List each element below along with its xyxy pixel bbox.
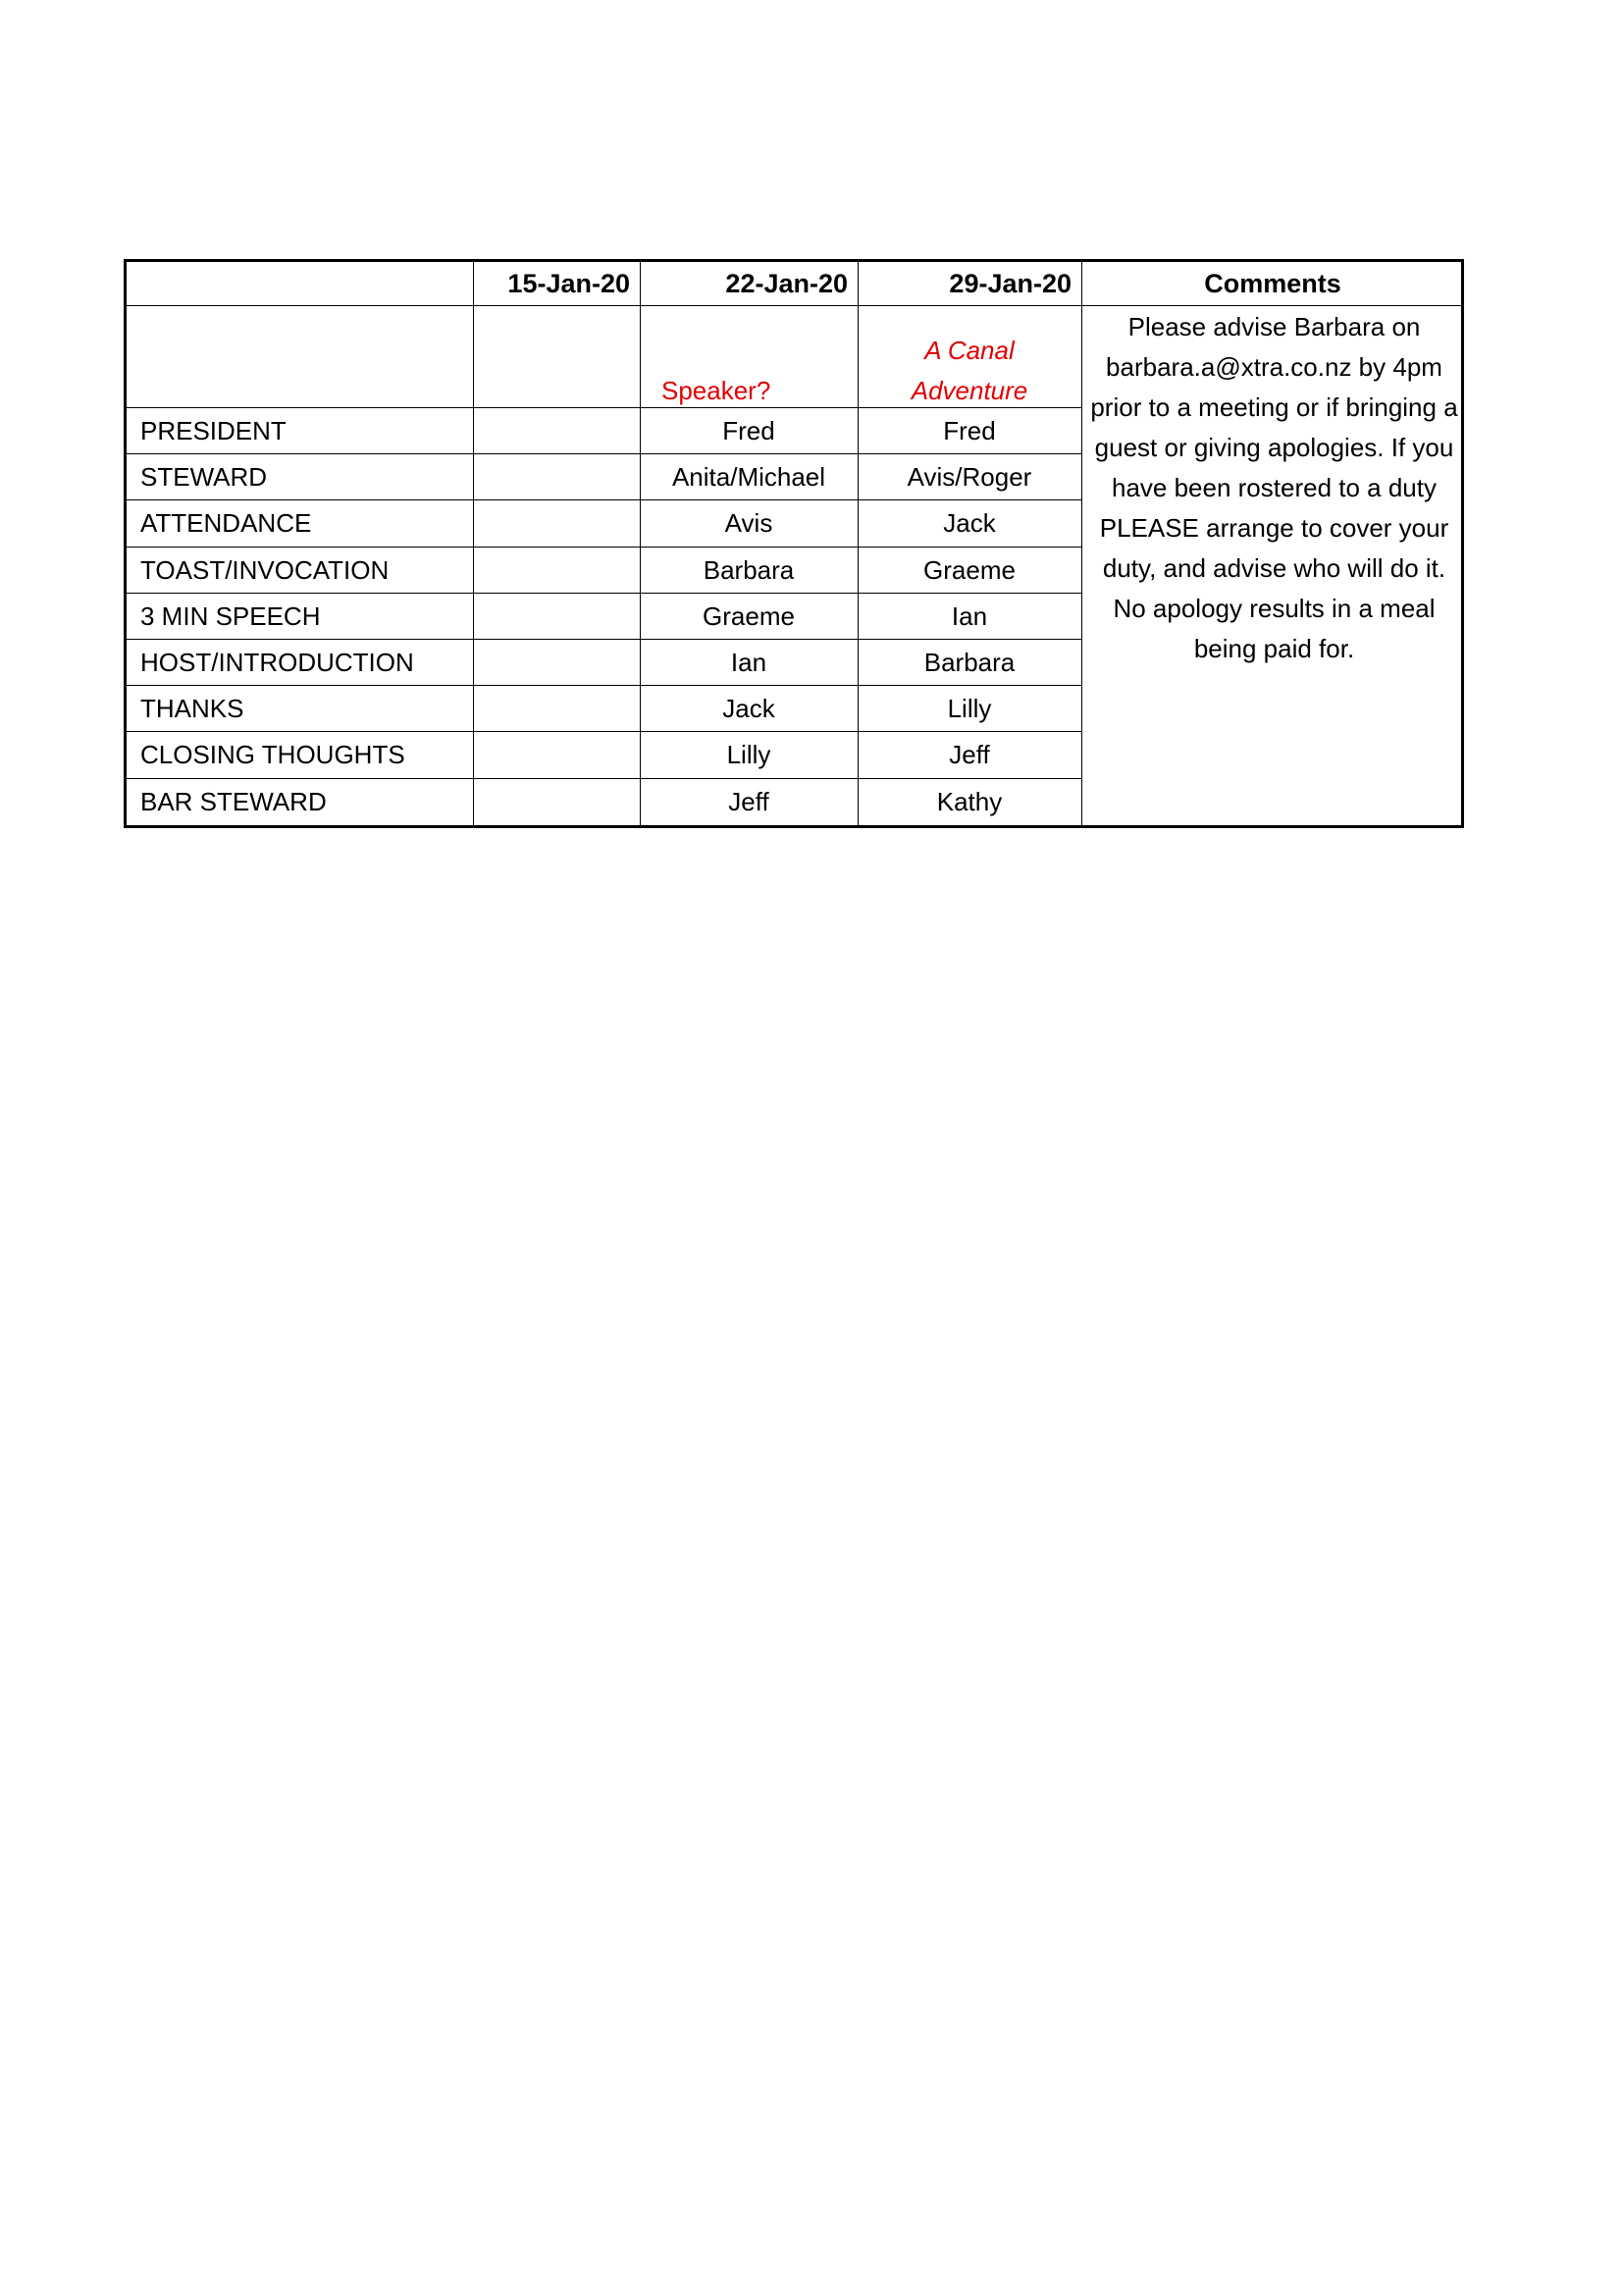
row-divider: [127, 778, 1081, 779]
role-label: STEWARD: [140, 462, 268, 493]
duty-assignee: Kathy: [936, 786, 1003, 816]
duty-assignee: Ian: [951, 600, 988, 631]
row-divider: [127, 453, 1081, 454]
speaker-22-jan: Speaker?: [661, 376, 771, 405]
role-label: TOAST/INVOCATION: [140, 554, 390, 585]
duty-assignee: Jack: [943, 508, 996, 539]
row-divider: [127, 593, 1081, 594]
row-divider: [127, 731, 1081, 732]
duty-roster-table: [124, 259, 1464, 828]
role-label: BAR STEWARD: [140, 786, 327, 816]
row-divider: [127, 685, 1081, 686]
column-divider: [1081, 262, 1082, 825]
duty-assignee: Lilly: [947, 694, 992, 724]
row-divider: [127, 639, 1081, 640]
duty-assignee: Barbara: [703, 554, 795, 585]
role-label: THANKS: [140, 694, 244, 724]
duty-assignee: Fred: [722, 416, 775, 445]
role-label: 3 MIN SPEECH: [140, 600, 321, 631]
duty-assignee: Avis/Roger: [907, 462, 1032, 493]
duty-assignee: Jack: [722, 694, 775, 724]
column-divider: [640, 262, 641, 825]
duty-assignee: Fred: [943, 416, 996, 445]
header-date-22-jan: 22-Jan-20: [725, 269, 848, 298]
duty-assignee: Jeff: [949, 740, 990, 770]
row-divider: [127, 407, 1081, 408]
duty-assignee: Avis: [724, 508, 773, 539]
row-divider: [127, 547, 1081, 548]
role-label: PRESIDENT: [140, 416, 287, 445]
comments-note: Please advise Barbara on barbara.a@xtra.co.nz by 4pm prior to a meeting or if bringing a guest or giving apologies. If you have been rostered to a duty PLEASE arrange to cover your duty, and advise who will do it. No apology results in a meal being paid for.: [1090, 312, 1458, 663]
duty-assignee: Lilly: [726, 740, 771, 770]
row-divider: [127, 305, 1081, 306]
role-label: ATTENDANCE: [140, 508, 312, 539]
header-date-15-jan: 15-Jan-20: [507, 269, 630, 298]
role-label: CLOSING THOUGHTS: [140, 740, 405, 770]
duty-assignee: Jeff: [728, 786, 769, 816]
duty-assignee: Anita/Michael: [671, 462, 826, 493]
row-divider: [127, 499, 1081, 500]
header-date-29-jan: 29-Jan-20: [949, 269, 1072, 298]
header-comments: Comments: [1204, 269, 1341, 298]
speaker-29-jan-line2: Adventure: [911, 376, 1028, 405]
role-label: HOST/INTRODUCTION: [140, 648, 414, 677]
duty-assignee: Barbara: [923, 648, 1016, 677]
speaker-29-jan-line1: A Canal: [924, 336, 1015, 365]
row-divider: [1081, 305, 1461, 306]
column-divider: [473, 262, 474, 825]
duty-assignee: Ian: [730, 648, 767, 677]
duty-assignee: Graeme: [923, 554, 1016, 585]
duty-assignee: Graeme: [703, 600, 795, 631]
